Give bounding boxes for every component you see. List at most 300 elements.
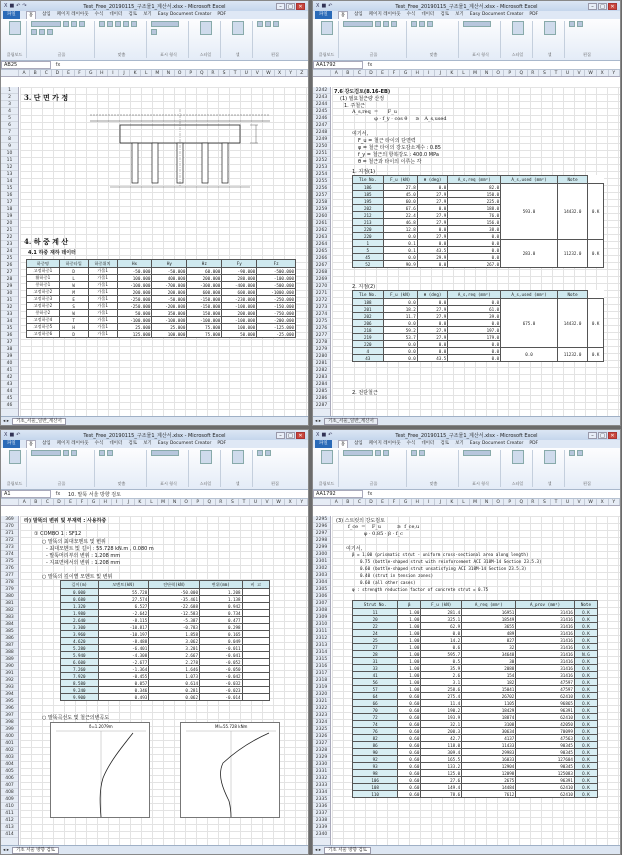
row-number[interactable]: 2260 xyxy=(313,213,330,220)
row-number[interactable]: 14 xyxy=(1,178,18,185)
close-button[interactable]: ✕ xyxy=(608,3,617,10)
row-number[interactable]: 6 xyxy=(1,122,18,129)
row-number[interactable]: 402 xyxy=(1,747,18,754)
row-number[interactable]: 2301 xyxy=(313,558,330,565)
row-number[interactable]: 382 xyxy=(1,607,18,614)
row-number[interactable]: 2306 xyxy=(313,593,330,600)
row-number[interactable]: 41 xyxy=(1,367,18,374)
formula-input[interactable]: 10. 말뚝 서울 방향 검토 xyxy=(68,491,121,498)
tab-file[interactable]: 파일 xyxy=(3,11,20,19)
row-number[interactable]: 35 xyxy=(1,325,18,332)
align-left-icon[interactable] xyxy=(411,21,417,27)
row-number[interactable]: 2314 xyxy=(313,649,330,656)
tab-pdf[interactable]: PDF xyxy=(529,441,539,446)
bold-icon[interactable] xyxy=(63,450,69,456)
italic-icon[interactable] xyxy=(383,21,389,27)
sheet-tab[interactable]: 기초 서울 방향 검토 xyxy=(12,847,59,854)
minimize-button[interactable]: – xyxy=(588,432,597,439)
sheet-nav-icon[interactable]: ◂ ▸ xyxy=(315,418,321,424)
row-number[interactable]: 381 xyxy=(1,600,18,607)
row-number[interactable]: 400 xyxy=(1,733,18,740)
row-number[interactable]: 16 xyxy=(1,192,18,199)
row-number[interactable]: 26 xyxy=(1,262,18,269)
underline-icon[interactable] xyxy=(79,21,85,27)
row-number[interactable]: 2340 xyxy=(313,831,330,838)
row-number[interactable]: 11 xyxy=(1,157,18,164)
align-center-icon[interactable] xyxy=(419,21,425,27)
row-number[interactable]: 2266 xyxy=(313,255,330,262)
tab-view[interactable]: 보기 xyxy=(143,441,152,446)
find-icon[interactable] xyxy=(577,21,583,27)
tab-home[interactable]: 홈 xyxy=(26,11,36,19)
row-number[interactable]: 414 xyxy=(1,831,18,838)
row-number[interactable]: 23 xyxy=(1,241,18,248)
row-number[interactable]: 2242 xyxy=(313,87,330,94)
tab-review[interactable]: 검토 xyxy=(128,441,138,446)
tab-insert[interactable]: 삽입 xyxy=(354,441,363,446)
row-number[interactable]: 2339 xyxy=(313,824,330,831)
row-number[interactable]: 2274 xyxy=(313,311,330,318)
row-number[interactable]: 2303 xyxy=(313,572,330,579)
tab-easy-document[interactable]: Easy Document Creator xyxy=(469,12,524,17)
row-number[interactable]: 2261 xyxy=(313,220,330,227)
style-icon[interactable] xyxy=(200,450,212,464)
close-button[interactable]: ✕ xyxy=(296,432,305,439)
paste-icon[interactable] xyxy=(321,21,333,35)
number-format-icon[interactable] xyxy=(463,21,491,27)
row-number[interactable]: 2326 xyxy=(313,733,330,740)
tab-data[interactable]: 데이터 xyxy=(109,441,123,446)
row-number[interactable]: 13 xyxy=(1,171,18,178)
row-number[interactable]: 2250 xyxy=(313,143,330,150)
row-number[interactable]: 44 xyxy=(1,388,18,395)
tab-pdf[interactable]: PDF xyxy=(217,12,227,17)
bold-icon[interactable] xyxy=(375,21,381,27)
select-all[interactable] xyxy=(1,499,19,505)
underline-icon[interactable] xyxy=(391,21,397,27)
sum-icon[interactable] xyxy=(569,450,575,456)
italic-icon[interactable] xyxy=(71,21,77,27)
tab-data[interactable]: 데이터 xyxy=(421,441,435,446)
row-number[interactable]: 4 xyxy=(1,108,18,115)
font-select-icon[interactable] xyxy=(343,21,373,27)
row-number[interactable]: 2300 xyxy=(313,551,330,558)
row-number[interactable]: 2249 xyxy=(313,136,330,143)
row-number[interactable]: 2312 xyxy=(313,635,330,642)
row-number[interactable]: 2330 xyxy=(313,761,330,768)
row-number[interactable]: 2328 xyxy=(313,747,330,754)
tab-page-layout[interactable]: 페이지 레이아웃 xyxy=(56,12,89,17)
row-number[interactable]: 20 xyxy=(1,220,18,227)
row-number[interactable]: 36 xyxy=(1,332,18,339)
sum-icon[interactable] xyxy=(257,21,263,27)
row-number[interactable]: 396 xyxy=(1,705,18,712)
row-number[interactable]: 408 xyxy=(1,789,18,796)
row-number[interactable]: 12 xyxy=(1,164,18,171)
row-number[interactable]: 2281 xyxy=(313,360,330,367)
row-number[interactable]: 378 xyxy=(1,579,18,586)
row-number[interactable]: 19 xyxy=(1,213,18,220)
row-number[interactable]: 409 xyxy=(1,796,18,803)
align-center-icon[interactable] xyxy=(419,450,425,456)
row-number[interactable]: 2287 xyxy=(313,402,330,409)
tab-formulas[interactable]: 수식 xyxy=(406,12,416,17)
font-select-icon[interactable] xyxy=(31,450,61,456)
row-number[interactable]: 2254 xyxy=(313,171,330,178)
row-number[interactable]: 2248 xyxy=(313,129,330,136)
tab-easy-document[interactable]: Easy Document Creator xyxy=(157,12,212,17)
row-number[interactable]: 387 xyxy=(1,642,18,649)
row-number[interactable]: 410 xyxy=(1,803,18,810)
maximize-button[interactable]: □ xyxy=(286,3,295,10)
row-number[interactable]: 31 xyxy=(1,297,18,304)
tab-page-layout[interactable]: 페이지 레이아웃 xyxy=(368,441,401,446)
select-all[interactable] xyxy=(313,70,331,76)
paste-icon[interactable] xyxy=(9,450,21,464)
sheet-nav-icon[interactable]: ◂ ▸ xyxy=(315,847,321,853)
row-number[interactable]: 2283 xyxy=(313,374,330,381)
tab-easy-document[interactable]: Easy Document Creator xyxy=(157,441,212,446)
number-format-icon[interactable] xyxy=(151,450,179,456)
wrap-icon[interactable] xyxy=(123,21,129,27)
tab-pdf[interactable]: PDF xyxy=(217,441,227,446)
tab-view[interactable]: 보기 xyxy=(455,441,464,446)
row-number[interactable]: 2268 xyxy=(313,269,330,276)
quick-access-toolbar[interactable] xyxy=(4,432,20,438)
row-number[interactable]: 379 xyxy=(1,586,18,593)
cell-area[interactable] xyxy=(332,516,620,845)
row-number[interactable]: 404 xyxy=(1,761,18,768)
row-number[interactable]: 2325 xyxy=(313,726,330,733)
font-select-icon[interactable] xyxy=(31,21,61,27)
row-number[interactable]: 375 xyxy=(1,558,18,565)
row-number[interactable]: 391 xyxy=(1,670,18,677)
name-box[interactable]: AB25 xyxy=(1,61,51,69)
row-number[interactable]: 371 xyxy=(1,530,18,537)
row-number[interactable]: 2259 xyxy=(313,206,330,213)
paste-icon[interactable] xyxy=(321,450,333,464)
row-number[interactable]: 373 xyxy=(1,544,18,551)
row-number[interactable]: 2336 xyxy=(313,803,330,810)
row-number[interactable]: 2321 xyxy=(313,698,330,705)
row-number[interactable]: 2253 xyxy=(313,164,330,171)
row-number[interactable]: 2338 xyxy=(313,817,330,824)
row-number[interactable]: 24 xyxy=(1,248,18,255)
merge-icon[interactable] xyxy=(131,21,137,27)
cell-area[interactable] xyxy=(332,87,620,416)
row-number[interactable]: 2277 xyxy=(313,332,330,339)
row-number[interactable]: 29 xyxy=(1,283,18,290)
row-number[interactable]: 2265 xyxy=(313,248,330,255)
row-number[interactable]: 21 xyxy=(1,227,18,234)
row-number[interactable]: 370 xyxy=(1,523,18,530)
row-number[interactable]: 397 xyxy=(1,712,18,719)
row-number[interactable]: 10 xyxy=(1,150,18,157)
font-select-icon[interactable] xyxy=(343,450,373,456)
row-number[interactable]: 46 xyxy=(1,402,18,409)
row-number[interactable]: 398 xyxy=(1,719,18,726)
tab-home[interactable]: 홈 xyxy=(338,440,348,448)
row-number[interactable]: 2296 xyxy=(313,523,330,530)
style-icon[interactable] xyxy=(512,21,524,35)
font-color-icon[interactable] xyxy=(47,29,53,35)
row-number[interactable]: 43 xyxy=(1,381,18,388)
tab-formulas[interactable]: 수식 xyxy=(406,441,416,446)
tab-formulas[interactable]: 수식 xyxy=(94,12,104,17)
percent-icon[interactable] xyxy=(151,29,157,35)
row-number[interactable]: 2313 xyxy=(313,642,330,649)
tab-home[interactable]: 홈 xyxy=(26,440,36,448)
quick-access-toolbar[interactable] xyxy=(4,3,27,9)
row-number[interactable]: 38 xyxy=(1,346,18,353)
row-number[interactable]: 401 xyxy=(1,740,18,747)
row-number[interactable]: 2315 xyxy=(313,656,330,663)
row-number[interactable]: 7 xyxy=(1,129,18,136)
row-number[interactable]: 380 xyxy=(1,593,18,600)
row-number[interactable]: 394 xyxy=(1,691,18,698)
row-number[interactable]: 2295 xyxy=(313,516,330,523)
row-number[interactable]: 2262 xyxy=(313,227,330,234)
sheet-tab[interactable]: 기초 서울 방향 검토 xyxy=(324,847,371,854)
row-number[interactable]: 2284 xyxy=(313,381,330,388)
row-number[interactable]: 2317 xyxy=(313,670,330,677)
row-number[interactable]: 2244 xyxy=(313,101,330,108)
row-number[interactable]: 2297 xyxy=(313,530,330,537)
tab-page-layout[interactable]: 페이지 레이아웃 xyxy=(368,12,401,17)
tab-view[interactable]: 보기 xyxy=(143,12,152,17)
row-number[interactable]: 2332 xyxy=(313,775,330,782)
worksheet[interactable] xyxy=(1,516,308,845)
row-number[interactable]: 15 xyxy=(1,185,18,192)
row-number[interactable]: 2273 xyxy=(313,304,330,311)
row-number[interactable]: 32 xyxy=(1,304,18,311)
row-number[interactable]: 407 xyxy=(1,782,18,789)
minimize-button[interactable]: – xyxy=(588,3,597,10)
sheet-tab[interactable]: 기초_서울_일반_계산서 xyxy=(12,418,66,425)
row-number[interactable]: 377 xyxy=(1,572,18,579)
tab-view[interactable]: 보기 xyxy=(455,12,464,17)
row-number[interactable]: 2333 xyxy=(313,782,330,789)
name-box[interactable]: AA1792 xyxy=(313,61,363,69)
tab-file[interactable]: 파일 xyxy=(315,11,332,19)
row-number[interactable]: 2280 xyxy=(313,353,330,360)
row-number[interactable]: 8 xyxy=(1,136,18,143)
row-number[interactable]: 2308 xyxy=(313,607,330,614)
fill-color-icon[interactable] xyxy=(39,29,45,35)
row-number[interactable]: 18 xyxy=(1,206,18,213)
row-number[interactable]: 2269 xyxy=(313,276,330,283)
row-number[interactable]: 392 xyxy=(1,677,18,684)
row-number[interactable]: 2276 xyxy=(313,325,330,332)
border-icon[interactable] xyxy=(31,29,37,35)
row-number[interactable]: 385 xyxy=(1,628,18,635)
sheet-nav-icon[interactable]: ◂ ▸ xyxy=(3,847,9,853)
row-number[interactable]: 2307 xyxy=(313,600,330,607)
row-number[interactable]: 2279 xyxy=(313,346,330,353)
row-number[interactable]: 5 xyxy=(1,115,18,122)
tab-review[interactable]: 검토 xyxy=(128,12,138,17)
row-number[interactable]: 2309 xyxy=(313,614,330,621)
row-number[interactable]: 2275 xyxy=(313,318,330,325)
fx-icon[interactable]: fx xyxy=(55,491,61,497)
row-number[interactable]: 2311 xyxy=(313,628,330,635)
tab-file[interactable]: 파일 xyxy=(315,440,332,448)
cell-icon[interactable] xyxy=(232,21,244,35)
align-left-icon[interactable] xyxy=(99,450,105,456)
fx-icon[interactable]: fx xyxy=(367,491,373,497)
row-number[interactable]: 2331 xyxy=(313,768,330,775)
row-number[interactable]: 405 xyxy=(1,768,18,775)
row-number[interactable]: 2302 xyxy=(313,565,330,572)
row-number[interactable]: 2305 xyxy=(313,586,330,593)
row-number[interactable]: 2278 xyxy=(313,339,330,346)
cell-area[interactable] xyxy=(20,516,308,845)
row-number[interactable]: 2310 xyxy=(313,621,330,628)
row-number[interactable]: 2324 xyxy=(313,719,330,726)
row-number[interactable]: 2337 xyxy=(313,810,330,817)
find-icon[interactable] xyxy=(273,21,279,27)
align-left-icon[interactable] xyxy=(411,450,417,456)
row-number[interactable]: 27 xyxy=(1,269,18,276)
sheet-tab[interactable]: 기초_서울_일반_계산서 xyxy=(324,418,378,425)
row-number[interactable]: 2322 xyxy=(313,705,330,712)
row-number[interactable]: 2243 xyxy=(313,94,330,101)
row-number[interactable]: 403 xyxy=(1,754,18,761)
maximize-button[interactable]: □ xyxy=(598,3,607,10)
cell-icon[interactable] xyxy=(232,450,244,464)
row-number[interactable]: 2304 xyxy=(313,579,330,586)
row-number[interactable]: 406 xyxy=(1,775,18,782)
row-number[interactable]: 386 xyxy=(1,635,18,642)
worksheet[interactable] xyxy=(313,87,620,416)
style-icon[interactable] xyxy=(512,450,524,464)
row-number[interactable]: 390 xyxy=(1,663,18,670)
row-number[interactable]: 411 xyxy=(1,810,18,817)
row-number[interactable]: 2258 xyxy=(313,199,330,206)
tab-page-layout[interactable]: 페이지 레이아웃 xyxy=(56,441,89,446)
tab-home[interactable]: 홈 xyxy=(338,11,348,19)
sheet-nav-icon[interactable]: ◂ ▸ xyxy=(3,418,9,424)
row-number[interactable]: 2255 xyxy=(313,178,330,185)
row-number[interactable]: 2320 xyxy=(313,691,330,698)
row-number[interactable]: 383 xyxy=(1,614,18,621)
row-number[interactable]: 9 xyxy=(1,143,18,150)
align-right-icon[interactable] xyxy=(115,21,121,27)
maximize-button[interactable]: □ xyxy=(286,432,295,439)
row-number[interactable]: 384 xyxy=(1,621,18,628)
worksheet[interactable] xyxy=(1,87,308,416)
row-number[interactable]: 28 xyxy=(1,276,18,283)
sum-icon[interactable] xyxy=(569,21,575,27)
fx-icon[interactable]: fx xyxy=(367,62,373,68)
tab-data[interactable]: 데이터 xyxy=(421,12,435,17)
tab-easy-document[interactable]: Easy Document Creator xyxy=(469,441,524,446)
fx-icon[interactable]: fx xyxy=(55,62,61,68)
tab-file[interactable]: 파일 xyxy=(3,440,20,448)
row-number[interactable]: 2316 xyxy=(313,663,330,670)
row-number[interactable]: 412 xyxy=(1,817,18,824)
row-number[interactable]: 1 xyxy=(1,87,18,94)
row-number[interactable]: 413 xyxy=(1,824,18,831)
name-box[interactable]: A1 xyxy=(1,490,51,498)
row-number[interactable]: 2285 xyxy=(313,388,330,395)
row-number[interactable]: 2299 xyxy=(313,544,330,551)
bold-icon[interactable] xyxy=(63,21,69,27)
tab-insert[interactable]: 삽입 xyxy=(42,12,51,17)
row-number[interactable]: 34 xyxy=(1,318,18,325)
row-number[interactable]: 388 xyxy=(1,649,18,656)
style-icon[interactable] xyxy=(200,21,212,35)
sort-icon[interactable] xyxy=(265,21,271,27)
number-format-icon[interactable] xyxy=(151,21,179,27)
row-number[interactable]: 37 xyxy=(1,339,18,346)
row-number[interactable]: 2252 xyxy=(313,157,330,164)
tab-data[interactable]: 데이터 xyxy=(109,12,123,17)
row-number[interactable]: 2263 xyxy=(313,234,330,241)
row-number[interactable]: 42 xyxy=(1,374,18,381)
minimize-button[interactable]: – xyxy=(276,432,285,439)
close-button[interactable]: ✕ xyxy=(608,432,617,439)
sum-icon[interactable] xyxy=(257,450,263,456)
align-center-icon[interactable] xyxy=(107,21,113,27)
row-number[interactable]: 376 xyxy=(1,565,18,572)
tab-review[interactable]: 검토 xyxy=(440,441,450,446)
cell-icon[interactable] xyxy=(544,450,556,464)
paste-icon[interactable] xyxy=(9,21,21,35)
row-number[interactable]: 389 xyxy=(1,656,18,663)
row-number[interactable]: 3 xyxy=(1,101,18,108)
row-number[interactable]: 2318 xyxy=(313,677,330,684)
row-number[interactable]: 372 xyxy=(1,537,18,544)
row-number[interactable]: 2270 xyxy=(313,283,330,290)
row-number[interactable]: 374 xyxy=(1,551,18,558)
tab-pdf[interactable]: PDF xyxy=(529,12,539,17)
row-number[interactable]: 2272 xyxy=(313,297,330,304)
row-number[interactable]: 22 xyxy=(1,234,18,241)
row-number[interactable]: 2334 xyxy=(313,789,330,796)
row-number[interactable]: 2323 xyxy=(313,712,330,719)
worksheet[interactable] xyxy=(313,516,620,845)
align-center-icon[interactable] xyxy=(107,450,113,456)
row-number[interactable]: 395 xyxy=(1,698,18,705)
find-icon[interactable] xyxy=(265,450,271,456)
name-box[interactable]: AA1792 xyxy=(313,490,363,498)
row-number[interactable]: 25 xyxy=(1,255,18,262)
find-icon[interactable] xyxy=(577,450,583,456)
row-number[interactable]: 2282 xyxy=(313,367,330,374)
row-number[interactable]: 2264 xyxy=(313,241,330,248)
row-number[interactable]: 2245 xyxy=(313,108,330,115)
row-number[interactable]: 2251 xyxy=(313,150,330,157)
row-number[interactable]: 2256 xyxy=(313,185,330,192)
tab-review[interactable]: 검토 xyxy=(440,12,450,17)
row-number[interactable]: 40 xyxy=(1,360,18,367)
row-number[interactable]: 2298 xyxy=(313,537,330,544)
row-number[interactable]: 2335 xyxy=(313,796,330,803)
cell-area[interactable] xyxy=(20,87,308,416)
row-number[interactable]: 2246 xyxy=(313,115,330,122)
row-number[interactable]: 393 xyxy=(1,684,18,691)
select-all[interactable] xyxy=(1,70,19,76)
row-number[interactable]: 17 xyxy=(1,199,18,206)
row-number[interactable]: 2267 xyxy=(313,262,330,269)
row-number[interactable]: 39 xyxy=(1,353,18,360)
tab-insert[interactable]: 삽입 xyxy=(354,12,363,17)
row-number[interactable]: 369 xyxy=(1,516,18,523)
align-left-icon[interactable] xyxy=(99,21,105,27)
row-number[interactable]: 30 xyxy=(1,290,18,297)
row-number[interactable]: 2329 xyxy=(313,754,330,761)
